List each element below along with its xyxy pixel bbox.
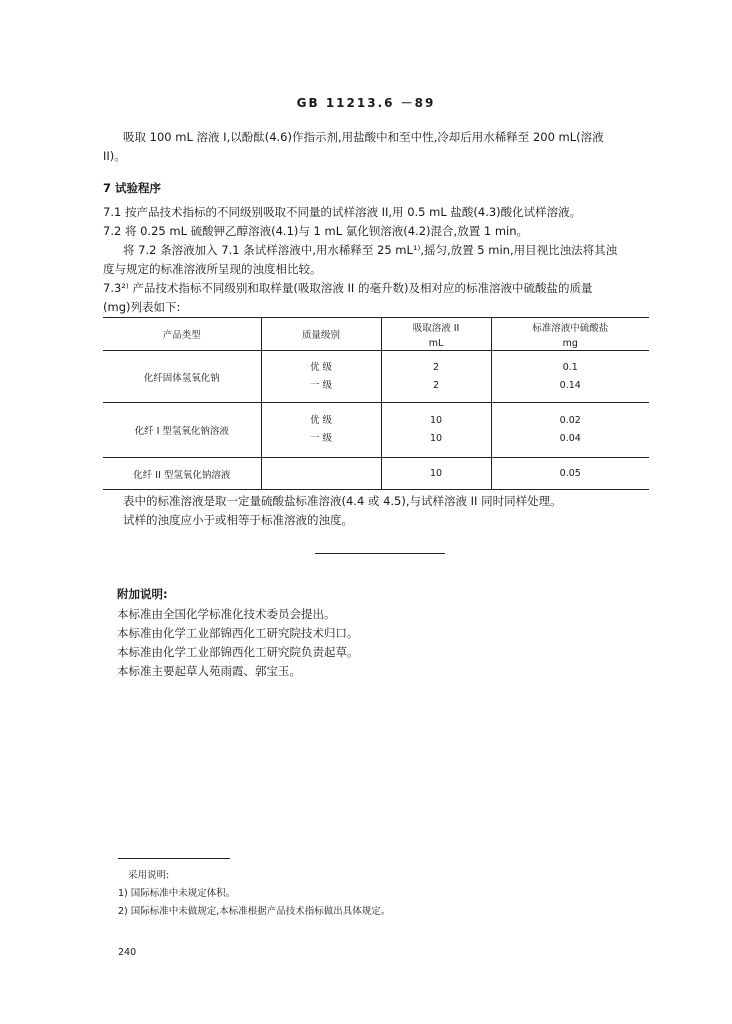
- row-volumes: [381, 351, 491, 403]
- sulfate-value: 0.02: [559, 415, 581, 426]
- volume-value: 2: [432, 379, 440, 391]
- volume-value: 10: [429, 415, 443, 426]
- header-product: 产品类型: [103, 318, 261, 351]
- header-volume-label: 吸取溶液 II: [412, 322, 460, 334]
- row-product: 化纤 I 型氢氧化钠溶液: [103, 403, 261, 458]
- grade-value: 优 级: [309, 361, 333, 373]
- para-7-2b-line-2: 度与规定的标准溶液所呈现的浊度相比较。: [103, 262, 322, 276]
- header-sulfate-label: 标准溶液中硫酸盐: [532, 322, 609, 334]
- grade-value: 优 级: [309, 415, 333, 426]
- header-sulfate: [491, 318, 649, 351]
- after-table-line-1: 表中的标准溶液是取一定量硫酸盐标准溶液(4.4 或 4.5),与试样溶液 II 同时同样处理。: [123, 494, 562, 508]
- additional-note: 本标准由化学工业部锦西化工研究院技术归口。: [117, 626, 359, 640]
- para-7-2: 7.2 将 0.25 mL 硫酸钾乙醇溶液(4.1)与 1 mL 氯化钡溶液(4.2)混合,放置 1 min。: [103, 224, 529, 238]
- additional-notes-title: 附加说明:: [117, 587, 168, 601]
- grade-value: 一 级: [309, 433, 333, 444]
- volume-value: 10: [381, 458, 491, 490]
- footnote-item: 2) 国际标准中未做规定,本标准根据产品技术指标做出具体规定。: [118, 906, 391, 917]
- row-grades: [261, 458, 381, 490]
- row-sulfates: [491, 403, 649, 458]
- header-volume: [381, 318, 491, 351]
- footnote-item: 1) 国际标准中未规定体积。: [118, 888, 236, 899]
- table-row: [103, 351, 649, 403]
- section-7-title: 7 试验程序: [103, 181, 162, 195]
- para-7-1: 7.1 按产品技术指标的不同级别吸取不同量的试样溶液 II,用 0.5 mL 盐酸(4.3)酸化试样溶液。: [103, 205, 582, 219]
- intro-line-1: 吸取 100 mL 溶液 I,以酚酞(4.6)作指示剂,用盐酸中和至中性,冷却后用水稀释至 200 mL(溶液: [123, 130, 604, 144]
- page-number: 240: [118, 947, 137, 958]
- intro-line-2: II)。: [103, 149, 126, 163]
- table-header-row: [103, 318, 649, 351]
- sulfate-value: 0.05: [491, 458, 649, 490]
- row-product: 化纤固体氢氧化钠: [103, 351, 261, 403]
- row-sulfates: [491, 351, 649, 403]
- para-7-2b-line-1: 将 7.2 条溶液加入 7.1 条试样溶液中,用水稀释至 25 mL¹⁾,摇匀,放置 5 min,用目视比浊法将其浊: [123, 243, 618, 257]
- table-row: [103, 458, 649, 490]
- row-grades: [261, 351, 381, 403]
- row-product: 化纤 II 型氢氧化钠溶液: [103, 458, 261, 490]
- after-table-line-2: 试样的浊度应小于或相等于标准溶液的浊度。: [123, 513, 353, 527]
- footnote-title: 采用说明:: [128, 870, 170, 881]
- additional-note: 本标准主要起草人苑雨霞、郭宝玉。: [117, 664, 301, 678]
- standard-header: GB 11213.6 －89: [296, 96, 436, 110]
- footnote-rule: [118, 858, 230, 859]
- section-divider: [315, 553, 445, 554]
- row-volumes: [381, 403, 491, 458]
- volume-value: 2: [432, 361, 440, 373]
- para-7-3-line-2: (mg)列表如下:: [103, 300, 181, 314]
- sulfate-value: 0.14: [559, 379, 581, 391]
- header-sulfate-unit: mg: [562, 337, 578, 349]
- additional-note: 本标准由全国化学标准化技术委员会提出。: [117, 607, 336, 621]
- additional-note: 本标准由化学工业部锦西化工研究院负责起草。: [117, 645, 359, 659]
- grade-value: 一 级: [309, 379, 333, 391]
- sulfate-table: [103, 317, 649, 490]
- row-grades: [261, 403, 381, 458]
- header-volume-unit: mL: [428, 337, 444, 349]
- table-row: [103, 403, 649, 458]
- sulfate-value: 0.04: [559, 433, 581, 444]
- sulfate-value: 0.1: [562, 361, 578, 373]
- header-grade: 质量级别: [261, 318, 381, 351]
- volume-value: 10: [429, 433, 443, 444]
- para-7-3-line-1: 7.3²⁾ 产品技术指标不同级别和取样量(吸取溶液 II 的毫升数)及相对应的标准溶液中硫酸盐的质量: [103, 281, 593, 295]
